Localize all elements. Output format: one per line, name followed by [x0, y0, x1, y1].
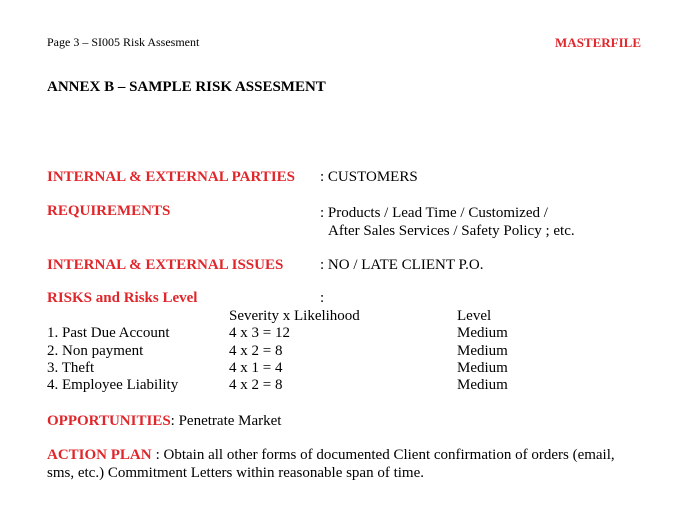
level-header: Level [457, 308, 492, 324]
risk-row-3-name: 3. Theft [47, 360, 95, 376]
risks-colon: : [320, 290, 325, 306]
risk-row-4-score: 4 x 2 = 8 [229, 377, 283, 393]
parties-value: : CUSTOMERS [320, 169, 418, 185]
requirements-label: REQUIREMENTS [47, 203, 171, 219]
risk-row-3-score: 4 x 1 = 4 [229, 360, 283, 376]
risk-row-1-level: Medium [457, 325, 508, 341]
requirements-value-line2: After Sales Services / Safety Policy ; etc. [328, 223, 575, 239]
risk-row-2-name: 2. Non payment [47, 343, 144, 359]
risk-row-3-level: Medium [457, 360, 508, 376]
risk-row-2-score: 4 x 2 = 8 [229, 343, 283, 359]
risks-label: RISKS and Risks Level [47, 290, 198, 306]
risk-row-2-level: Medium [457, 343, 508, 359]
masterfile-stamp: MASTERFILE [555, 35, 641, 50]
action-plan-line1 [47, 446, 615, 464]
action-plan-label: ACTION PLAN [47, 447, 152, 463]
risk-row-4-level: Medium [457, 377, 508, 393]
action-plan-text-line2: sms, etc.) Commitment Letters within reasonable span of time. [47, 465, 424, 481]
page-header-label: Page 3 – SI005 Risk Assesment [47, 35, 200, 49]
issues-label: INTERNAL & EXTERNAL ISSUES [47, 257, 284, 273]
action-plan-text-line1: : Obtain all other forms of documented Client confirmation of orders (email, [155, 447, 615, 463]
issues-value: : NO / LATE CLIENT P.O. [320, 257, 484, 273]
opportunities-label: OPPORTUNITIES [47, 413, 171, 429]
severity-header: Severity x Likelihood [229, 308, 360, 324]
opportunities-line [47, 412, 281, 430]
risk-row-1-name: 1. Past Due Account [47, 325, 170, 341]
risk-row-4-name: 4. Employee Liability [47, 377, 179, 393]
opportunities-value: : Penetrate Market [170, 413, 282, 429]
parties-label: INTERNAL & EXTERNAL PARTIES [47, 169, 295, 185]
risk-row-1-score: 4 x 3 = 12 [229, 325, 290, 341]
annex-title: ANNEX B – SAMPLE RISK ASSESMENT [47, 79, 326, 95]
requirements-value-line1: : Products / Lead Time / Customized / [320, 205, 548, 221]
